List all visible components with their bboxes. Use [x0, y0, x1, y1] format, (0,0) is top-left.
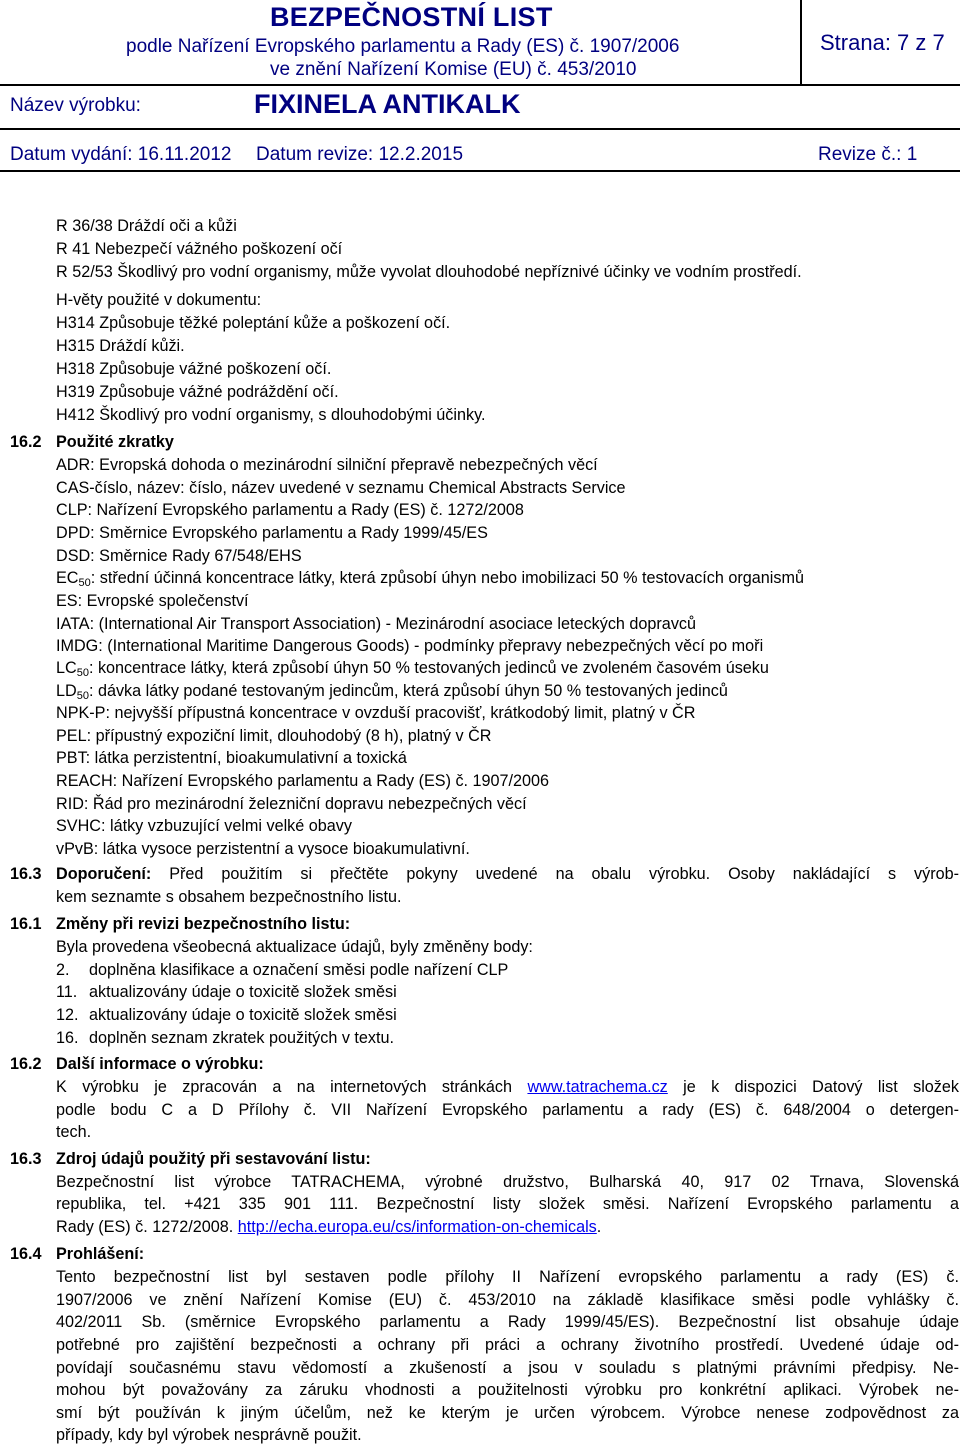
changes-list-item — [56, 1004, 397, 1026]
item-text: aktualizovány údaje o toxicitě složek směsi — [89, 983, 397, 1001]
source-text: . — [596, 1218, 602, 1236]
dates-row — [0, 130, 960, 172]
echa-link[interactable]: http://echa.europa.eu/cs/information-on-chemicals — [237, 1218, 597, 1236]
declaration-line: 402/2011 Sb. (směrnice Evropského parlamentu a Rady 1999/45/ES). Bezpečnostní list obsahuje údaje — [56, 1313, 959, 1331]
abbreviation-item: NPK-P: nejvyšší přípustná koncentrace v ovzduší pracovišť, krátkodobý limit, platný v ČR — [56, 704, 696, 722]
recommendation-line-1 — [56, 863, 959, 885]
abbreviation-item: ES: Evropské společenství — [56, 592, 249, 610]
abbr-ld-subscript: 50 — [76, 690, 89, 702]
h-phrases-title: H-věty použité v dokumentu: — [56, 291, 262, 309]
source-text: Rady (ES) č. 1272/2008. — [56, 1218, 238, 1236]
r-phrase: R 36/38 Dráždí oči a kůži — [56, 217, 237, 235]
recommendation-text: Před použitím si přečtěte pokyny uvedené na obalu výrobku. Osoby nakládající s výrob- — [169, 865, 960, 883]
abbreviation-item: vPvB: látka vysoce perzistentní a vysoce bioakumulativní. — [56, 840, 470, 858]
info-line-2: podle bodu C a D Přílohy č. VII Nařízení Evropského parlamentu a rady (ES) č. 648/2004 o detergen- — [56, 1101, 959, 1119]
item-text: doplněna klasifikace a označení směsi podle nařízení CLP — [89, 961, 509, 979]
product-label: Název výrobku: — [10, 95, 141, 116]
h-phrase: H318 Způsobuje vážné poškození očí. — [56, 360, 332, 378]
abbr-ec-text: : střední účinná koncentrace látky, která způsobí úhyn nebo imobilizaci 50 % testovacích organismů — [90, 569, 804, 587]
abbreviation-item: REACH: Nařízení Evropského parlamentu a Rady (ES) č. 1907/2006 — [56, 772, 550, 790]
changes-list-item — [56, 959, 508, 981]
item-text: doplněn seznam zkratek použitých v textu. — [89, 1029, 395, 1047]
item-number: 16. — [56, 1029, 79, 1047]
document-header — [0, 0, 960, 172]
h-phrase: H319 Způsobuje vážné podráždění očí. — [56, 383, 339, 401]
revision-date: Datum revize: 12.2.2015 — [256, 144, 464, 165]
product-row — [0, 84, 960, 130]
h-phrase: H314 Způsobuje těžké poleptání kůže a poškození očí. — [56, 314, 451, 332]
h-phrase: H412 Škodlivý pro vodní organismy, s dlouhodobými účinky. — [56, 406, 486, 424]
abbreviation-item: DPD: Směrnice Evropského parlamentu a Rady 1999/45/ES — [56, 524, 488, 542]
item-number: 2. — [56, 961, 70, 979]
source-line-1: Bezpečnostní list výrobce TATRACHEMA, výrobné družstvo, Bulharská 40, 917 02 Trnava, Slovenská — [56, 1173, 959, 1191]
header-divider — [800, 0, 802, 84]
declaration-line: 1907/2006 ve znění Nařízení Komise (EU) č. 453/2010 na základě klasifikace směsi podle vyhlášky č. — [56, 1291, 959, 1309]
abbr-lc: LC — [56, 659, 77, 677]
section-title: Použité zkratky — [56, 433, 174, 451]
abbreviation-item: SVHC: látky vzbuzující velmi velké obavy — [56, 817, 352, 835]
issue-date: Datum vydání: 16.11.2012 — [10, 144, 232, 165]
abbr-lc-text: : koncentrace látky, která způsobí úhyn 50 % testovaných jedinců ve zvoleném časovém úseku — [88, 659, 769, 677]
abbr-ec-subscript: 50 — [78, 577, 91, 589]
abbreviation-item: IMDG: (International Maritime Dangerous Goods) - podmínky přepravy nebezpečných věcí po moři — [56, 637, 764, 655]
declaration-line: smí být používán k jiným účelům, než ke kterým je určen výrobcem. Výrobce nenese zodpovědnost za — [56, 1404, 959, 1422]
item-number: 11. — [56, 983, 78, 1001]
abbreviation-item: IATA: (International Air Transport Association) - Mezinárodní asociace leteckých dopravců — [56, 615, 697, 633]
amendment-subtitle: ve znění Nařízení Komise (EU) č. 453/2010 — [270, 59, 637, 80]
abbreviation-item: PBT: látka perzistentní, bioakumulativní a toxická — [56, 749, 407, 767]
section-title: Změny při revizi bezpečnostního listu: — [56, 915, 351, 933]
r-phrase: R 41 Nebezpečí vážného poškození očí — [56, 240, 343, 258]
declaration-line: potřebné pro zajištění bezpečnosti a ochrany při práci a ochrany životního prostředí. Uvedené údaje od- — [56, 1336, 959, 1354]
revision-number: Revize č.: 1 — [818, 144, 918, 165]
source-line-2: republika, tel. +421 335 901 111. Bezpečnostní listy složek směsi. Nařízení Evropského parlamentu a — [56, 1195, 959, 1213]
abbr-ld: LD — [56, 682, 77, 700]
section-number: 16.2 — [10, 433, 42, 451]
source-line-3 — [56, 1216, 601, 1238]
section-number: 16.3 — [10, 865, 42, 883]
info-text: K výrobku je zpracován a na internetových stránkách — [56, 1078, 528, 1096]
recommendation-line-2: kem seznamte s obsahem bezpečnostního listu. — [56, 888, 402, 906]
section-title: Doporučení: — [56, 865, 152, 883]
tatrachema-link[interactable]: www.tatrachema.cz — [527, 1078, 668, 1096]
section-title: Další informace o výrobku: — [56, 1055, 264, 1073]
changes-list-item — [56, 1027, 394, 1049]
abbr-ld-text: : dávka látky podané testovaným jedincům, která způsobí úhyn 50 % testovaných jedinců — [88, 682, 728, 700]
section-number: 16.3 — [10, 1150, 42, 1168]
product-name: FIXINELA ANTIKALK — [254, 89, 521, 119]
abbr-lc-subscript: 50 — [76, 667, 89, 679]
abbreviation-item: CLP: Nařízení Evropského parlamentu a Rady (ES) č. 1272/2008 — [56, 501, 524, 519]
document-title: BEZPEČNOSTNÍ LIST — [270, 2, 553, 32]
info-line-1 — [56, 1076, 959, 1098]
info-line-3: tech. — [56, 1123, 92, 1141]
section-title: Prohlášení: — [56, 1245, 145, 1263]
abbreviation-item: CAS-číslo, název: číslo, název uvedené v seznamu Chemical Abstracts Service — [56, 479, 626, 497]
section-number: 16.2 — [10, 1055, 42, 1073]
r-phrase: R 52/53 Škodlivý pro vodní organismy, může vyvolat dlouhodobé nepříznivé účinky ve vodním prostředí. — [56, 263, 802, 281]
section-number: 16.4 — [10, 1245, 42, 1263]
regulation-subtitle: podle Nařízení Evropského parlamentu a Rady (ES) č. 1907/2006 — [126, 36, 680, 57]
h-phrase: H315 Dráždí kůži. — [56, 337, 185, 355]
declaration-line: Tento bezpečnostní list byl sestaven podle přílohy II Nařízení evropského parlamentu a rady (ES) č. — [56, 1268, 959, 1286]
abbreviation-item: DSD: Směrnice Rady 67/548/EHS — [56, 547, 302, 565]
abbreviation-item: PEL: přípustný expoziční limit, dlouhodobý (8 h), platný v ČR — [56, 727, 492, 745]
changes-intro: Byla provedena všeobecná aktualizace údajů, byly změněny body: — [56, 938, 533, 956]
section-number: 16.1 — [10, 915, 42, 933]
abbreviation-item: ADR: Evropská dohoda o mezinárodní silniční přepravě nebezpečných věcí — [56, 456, 598, 474]
abbreviation-item: RID: Řád pro mezinárodní železniční dopravu nebezpečných věcí — [56, 795, 527, 813]
declaration-line: povídají současnému stavu vědomostí a zkušeností a jsou v souladu s platnými právními předpisy. Ne- — [56, 1359, 959, 1377]
info-text: je k dispozici Datový list složek — [667, 1078, 959, 1096]
abbr-ec: EC — [56, 569, 79, 587]
item-text: aktualizovány údaje o toxicitě složek směsi — [89, 1006, 397, 1024]
page-number: Strana: 7 z 7 — [820, 30, 945, 55]
item-number: 12. — [56, 1006, 79, 1024]
changes-list-item — [56, 981, 397, 1003]
header-title-block — [0, 0, 960, 86]
section-title: Zdroj údajů použitý při sestavování listu: — [56, 1150, 371, 1168]
declaration-line: mohou být považovány za záruku vhodnosti a použitelnosti výrobku pro konkrétní aplikaci. Výrobek ne- — [56, 1381, 959, 1399]
declaration-line: případy, kdy byl výrobek nesprávně použit. — [56, 1426, 362, 1444]
